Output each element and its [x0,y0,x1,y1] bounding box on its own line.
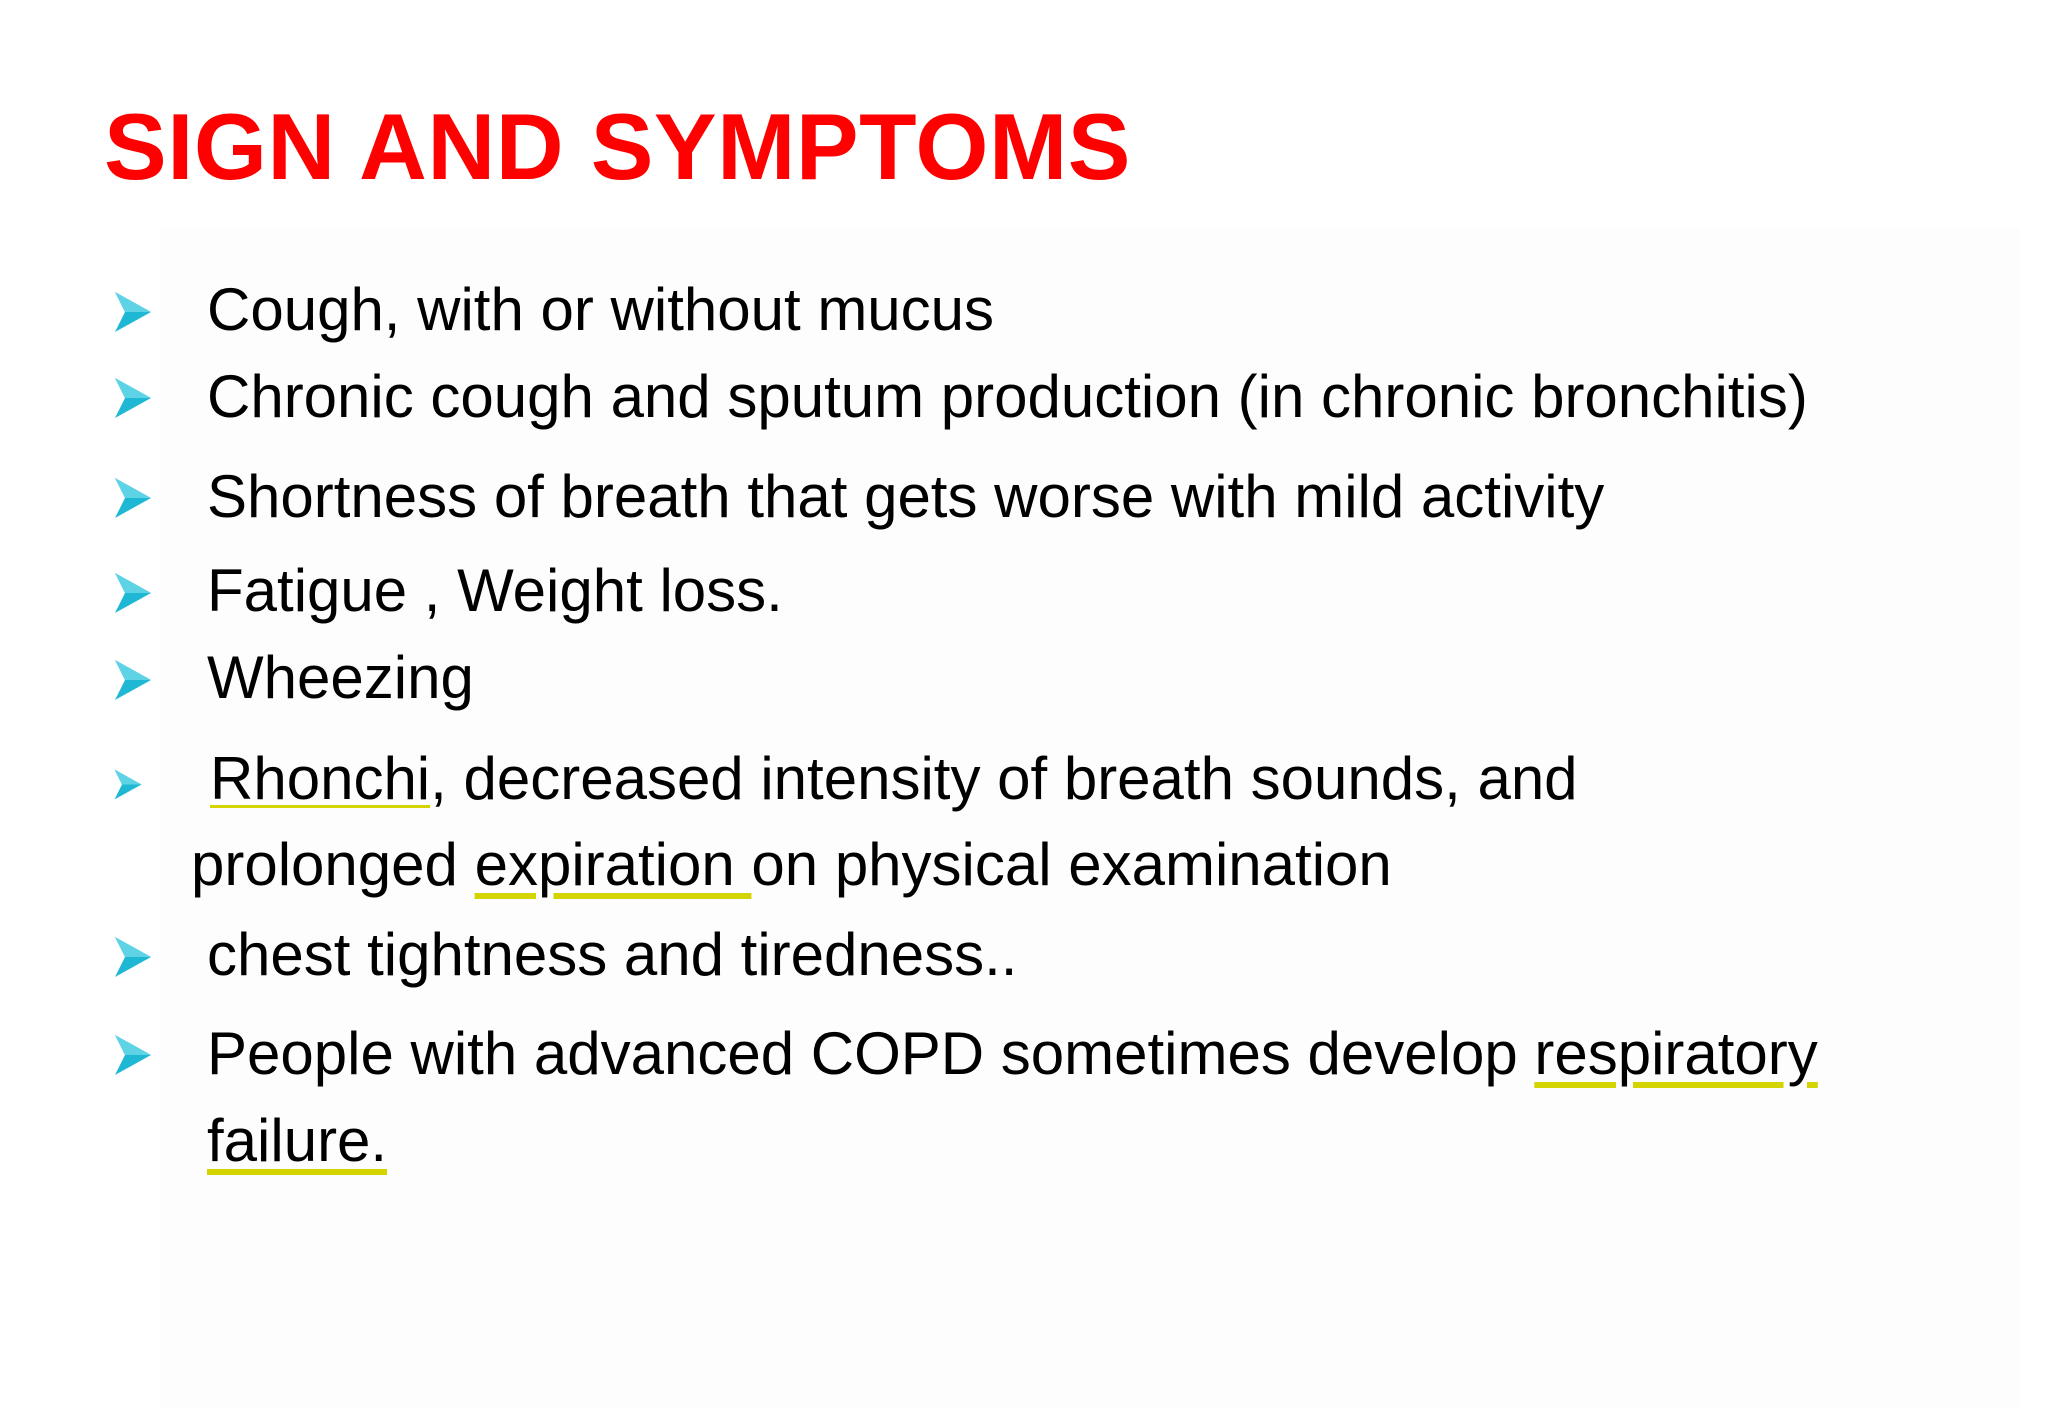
bullet-text: Wheezing [207,644,474,711]
bullet-text: Cough, with or without mucus [207,276,995,343]
arrow-bullet-icon [113,935,153,979]
bullet-text: Chronic cough and sputum production (in chronic bronchitis) [207,363,1808,430]
arrow-bullet-icon [113,1033,153,1077]
bullet-text-segment: on physical examination [751,831,1392,898]
bullet-text-line-2 [191,831,1392,898]
slide-title: SIGN AND SYMPTOMS [104,94,1131,199]
highlighted-term: expiration [474,831,752,898]
arrow-bullet-icon [113,658,153,702]
highlighted-term: Rhonchi [210,745,431,812]
bullet-text-segment: , decreased intensity of breath sounds, and [430,745,1578,812]
highlighted-term: failure. [207,1107,388,1174]
arrow-bullet-icon [113,476,153,520]
bullet-text: Shortness of breath that gets worse with mild activity [207,463,1605,530]
bullet-text-segment: People with advanced COPD sometimes develop [207,1020,1535,1087]
bullet-text: Fatigue , Weight loss. [207,557,783,624]
arrow-bullet-icon [113,376,153,420]
bullet-text-segment: prolonged [191,831,475,898]
arrow-bullet-icon [113,768,143,801]
bullet-text-line-1 [210,745,1578,812]
bullet-text-line-1 [207,1020,1818,1087]
arrow-bullet-icon [113,290,153,334]
bullet-text: chest tightness and tiredness.. [207,921,1018,988]
arrow-bullet-icon [113,571,153,615]
highlighted-term: respiratory [1534,1020,1818,1087]
bullet-text-line-2 [207,1107,388,1174]
